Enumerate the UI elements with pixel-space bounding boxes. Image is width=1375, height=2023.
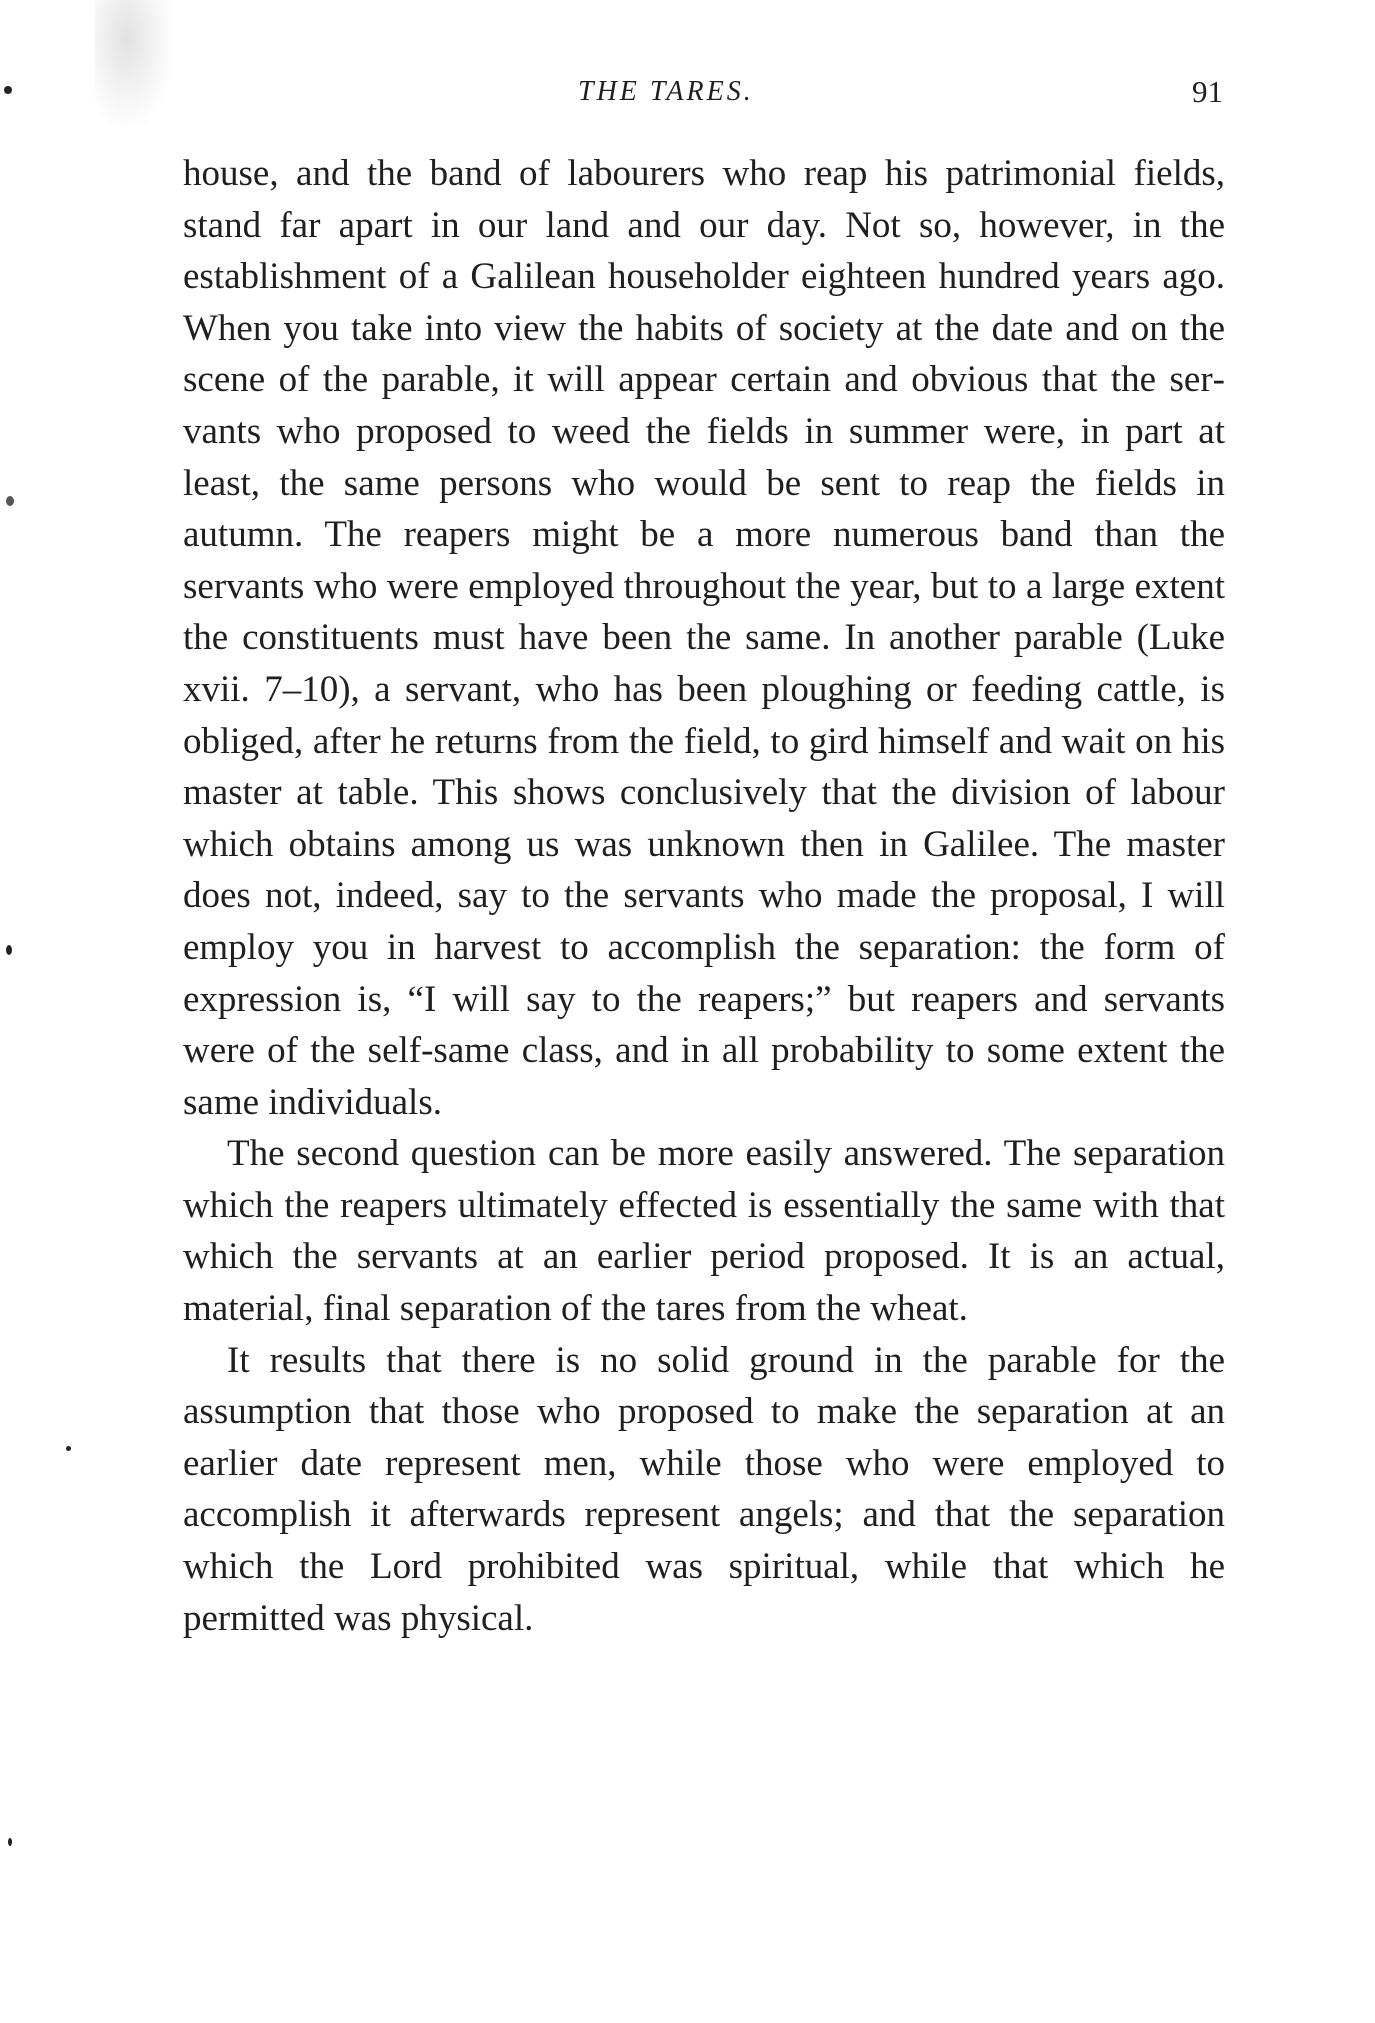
margin-mark: [8, 1838, 12, 1846]
paragraph: The second question can be more easily answered. The separation which the reapers ultimately effected is essentially the same with that which the servants at an earlier period proposed. It is an actual, material, final separation of the tares from the wheat.: [183, 1133, 1225, 1330]
running-head: [0, 76, 1375, 116]
margin-mark: [6, 945, 12, 955]
margin-mark: [66, 1446, 71, 1451]
running-title: THE TARES.: [578, 76, 754, 107]
margin-mark: [6, 496, 14, 506]
body-text: [183, 148, 1225, 1644]
page-number: 91: [1192, 74, 1223, 109]
paragraph: house, and the band of labourers who reap his patrimonial fields, stand far apart in our land and our day. Not so, however, in the establishment of a Galilean householder eighteen hundred years ago. When you take into view the habits of society at the date and on the scene of the parable, it will appear certain and obvious that the servants who proposed to weed the fields in summer were, in part at least, the same persons who would be sent to reap the fields in autumn. The reapers might be a more numerous band than the servants who were employed throughout the year, but to a large extent the constituents must have been the same. In another parable (Luke xvii. 7–10), a servant, who has been ploughing or feeding cattle, is obliged, after he returns from the field, to gird himself and wait on his master at table. This shows conclusively that the division of labour which obtains among us was unknown then in Galilee. The master does not, indeed, say to the servants who made the proposal, I will employ you in harvest to accomplish the separation: the form of expression is, “I will say to the reapers;” but reapers and servants were of the self-same class, and in all probability to some extent the same individuals.: [183, 153, 1225, 1123]
paragraph: It results that there is no solid ground in the parable for the assumption that those who proposed to make the separation at an earlier date represent men, while those who were employed to accomplish it afterwards represent angels; and that the separation which the Lord prohibited was spiritual, while that which he permitted was physical.: [183, 1339, 1225, 1639]
